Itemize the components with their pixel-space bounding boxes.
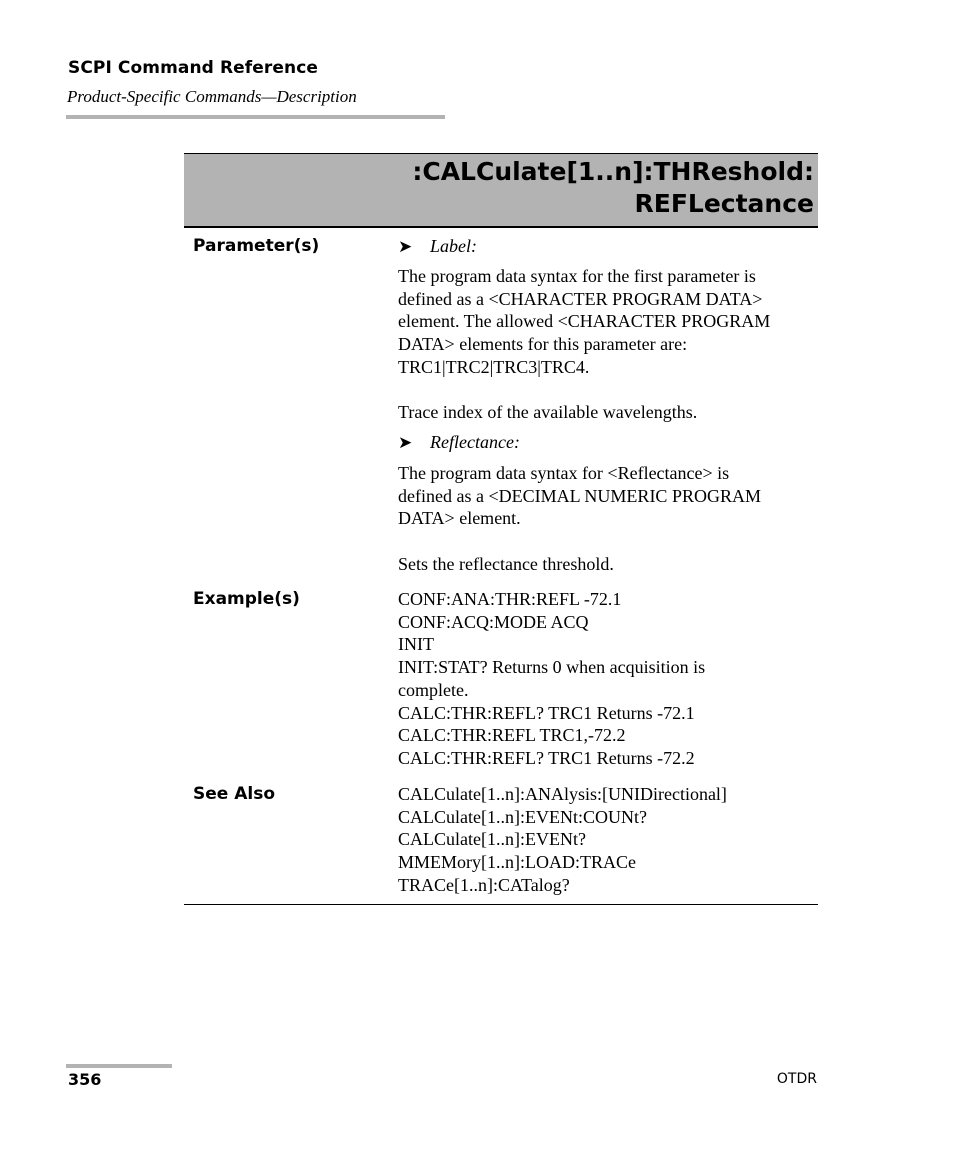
header-divider [66,115,445,119]
product-name: OTDR [776,1071,817,1087]
command-title-line2: REFLectance [634,189,814,218]
examples-text: CONF:ANA:THR:REFL -72.1 CONF:ACQ:MODE ACQ INIT INIT:STAT? Returns 0 when acquisition is complete. CALC:THR:REFL? TRC1 Returns -72.1 CALC:THR:REFL TRC1,-72.2 CALC:THR:REFL? TRC1 Returns -72.2 [398,589,706,768]
parameter-label-bullet [398,236,477,257]
command-heading-box [184,153,818,228]
parameter-note: Trace index of the available wavelengths. [398,402,698,422]
table-bottom-divider [184,904,818,905]
parameter-reflectance-bullet [398,432,520,453]
command-title-line1: :CALCulate[1..n]:THReshold: [412,157,814,186]
see-also-label: See Also [193,784,276,804]
parameter-name: Reflectance: [430,432,520,452]
parameters-label: Parameter(s) [193,236,320,256]
section-subtitle: Product-Specific Commands—Description [67,87,357,106]
arrow-bullet-icon: ➤ [398,237,413,257]
footer-divider [66,1064,172,1068]
parameter-name: Label: [430,236,477,256]
parameter-description: The program data syntax for <Reflectance> is defined as a <DECIMAL NUMERIC PROGRAM DATA> element. [398,463,761,529]
arrow-bullet-icon: ➤ [398,433,413,453]
page-number: 356 [68,1070,102,1089]
parameter-description: The program data syntax for the first parameter is defined as a <CHARACTER PROGRAM DATA> element. The allowed <CHARACTER PROGRAM DATA> elements for this parameter are: TRC1|TRC2|TRC3|TRC4. [398,266,771,377]
section-title: SCPI Command Reference [68,58,319,78]
command-title [412,156,814,220]
parameter-note: Sets the reflectance threshold. [398,554,614,574]
see-also-text: CALCulate[1..n]:ANAlysis:[UNIDirectional] CALCulate[1..n]:EVENt:COUNt? CALCulate[1..n]:EVENt? MMEMory[1..n]:LOAD:TRACe TRACe[1..n]:CATalog? [398,784,727,895]
examples-label: Example(s) [193,589,300,609]
